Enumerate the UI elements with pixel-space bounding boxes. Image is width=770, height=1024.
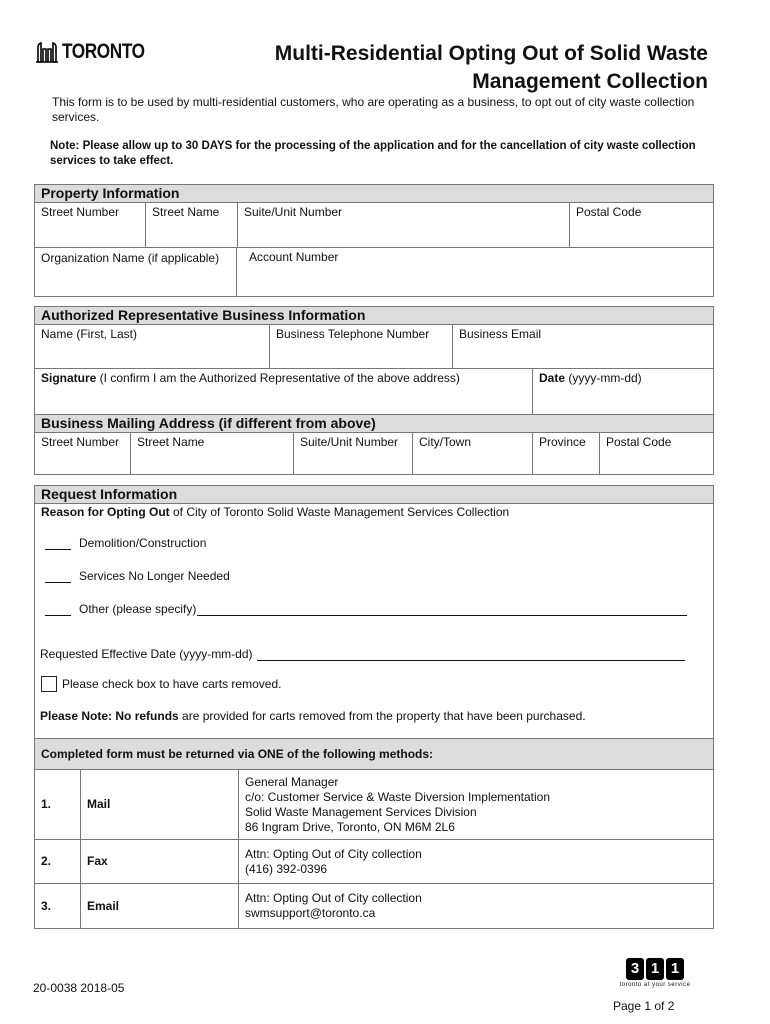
effective-date-line[interactable]: [257, 649, 685, 661]
property-suite-unit-field[interactable]: Suite/Unit Number: [237, 202, 570, 248]
representative-section-heading: Authorized Representative Business Information: [34, 306, 714, 325]
mailing-suite-unit-field[interactable]: Suite/Unit Number: [293, 432, 413, 475]
mailing-street-name-field[interactable]: Street Name: [130, 432, 294, 475]
method-number: 3.: [35, 884, 81, 929]
method-details: [239, 840, 714, 884]
toronto-logo: [36, 35, 163, 63]
option-blank-line[interactable]: [45, 570, 71, 583]
other-specify-line[interactable]: [197, 604, 687, 616]
page-number: Page 1 of 2: [613, 999, 675, 1013]
signature-date-field[interactable]: Date (yyyy-mm-dd): [532, 368, 714, 415]
processing-note: Note: Please allow up to 30 DAYS for the processing of the application and for the cancellation of city waste collection services to take effect.: [50, 140, 696, 167]
method-row: [35, 884, 714, 929]
badge-digit: 1: [666, 958, 684, 980]
mailing-postal-code-field[interactable]: Postal Code: [599, 432, 714, 475]
method-detail-line: c/o: Customer Service & Waste Diversion Implementation: [245, 789, 550, 804]
badge-tagline: toronto at your service: [619, 982, 691, 988]
request-section-heading: Request Information: [34, 485, 714, 504]
method-detail-line: Attn: Opting Out of City collection: [245, 891, 422, 905]
reason-label: Reason for Opting Out of City of Toronto Solid Waste Management Services Collection: [41, 505, 510, 519]
mailing-province-field[interactable]: Province: [532, 432, 600, 475]
method-name: Email: [81, 884, 239, 929]
business-email-field[interactable]: Business Email: [452, 324, 714, 369]
organization-name-field[interactable]: Organization Name (if applicable): [34, 247, 237, 297]
method-row: [35, 840, 714, 884]
method-detail-line: (416) 392-0396: [245, 861, 328, 876]
mailing-street-number-field[interactable]: Street Number: [34, 432, 131, 475]
method-detail-line: 86 Ingram Drive, Toronto, ON M6M 2L6: [245, 819, 455, 834]
logo-311: [617, 958, 693, 988]
methods-table: [34, 769, 714, 929]
form-code: 20-0038 2018-05: [33, 981, 125, 995]
method-row: [35, 770, 714, 840]
method-detail-line: Attn: Opting Out of City collection: [245, 846, 422, 861]
business-telephone-field[interactable]: Business Telephone Number: [269, 324, 453, 369]
method-number: 2.: [35, 840, 81, 884]
option-other[interactable]: Other (please specify): [45, 602, 687, 616]
option-no-longer-needed[interactable]: Services No Longer Needed: [45, 569, 230, 583]
account-number-field[interactable]: Account Number: [236, 247, 714, 297]
option-demolition[interactable]: Demolition/Construction: [45, 536, 206, 550]
signature-field[interactable]: Signature (I confirm I am the Authorized Representative of the above address): [34, 368, 533, 415]
no-refunds-note: Please Note: No refunds are provided for carts removed from the property that have been purchased.: [40, 709, 586, 723]
property-postal-code-field[interactable]: Postal Code: [569, 202, 714, 248]
remove-carts-checkbox[interactable]: [41, 676, 57, 692]
property-street-number-field[interactable]: Street Number: [34, 202, 146, 248]
method-details: [239, 884, 714, 929]
intro-text: This form is to be used by multi-residential customers, who are operating as a business, to opt out of city waste collection services.: [52, 95, 695, 124]
badge-digit: 1: [646, 958, 664, 980]
mailing-section-heading: Business Mailing Address (if different from above): [34, 414, 714, 433]
method-details: [239, 770, 714, 840]
page-title: Multi-Residential Opting Out of Solid Waste Management Collection: [274, 42, 708, 93]
logo-text: TORONTO: [62, 40, 145, 63]
method-detail-line: swmsupport@toronto.ca: [245, 906, 376, 920]
method-detail-line: General Manager: [245, 774, 339, 789]
method-name: Mail: [81, 770, 239, 840]
badge-digit: 3: [626, 958, 644, 980]
effective-date-field[interactable]: Requested Effective Date (yyyy-mm-dd): [40, 647, 685, 661]
methods-heading: Completed form must be returned via ONE of the following methods:: [34, 738, 714, 770]
option-blank-line[interactable]: [45, 603, 71, 616]
property-section-heading: Property Information: [34, 184, 714, 203]
representative-name-field[interactable]: Name (First, Last): [34, 324, 270, 369]
property-street-name-field[interactable]: Street Name: [145, 202, 238, 248]
remove-carts-option[interactable]: Please check box to have carts removed.: [41, 676, 281, 692]
method-name: Fax: [81, 840, 239, 884]
method-detail-line: Solid Waste Management Services Division: [245, 804, 477, 819]
method-number: 1.: [35, 770, 81, 840]
city-hall-icon: [36, 41, 58, 63]
mailing-city-field[interactable]: City/Town: [412, 432, 533, 475]
option-blank-line[interactable]: [45, 537, 71, 550]
